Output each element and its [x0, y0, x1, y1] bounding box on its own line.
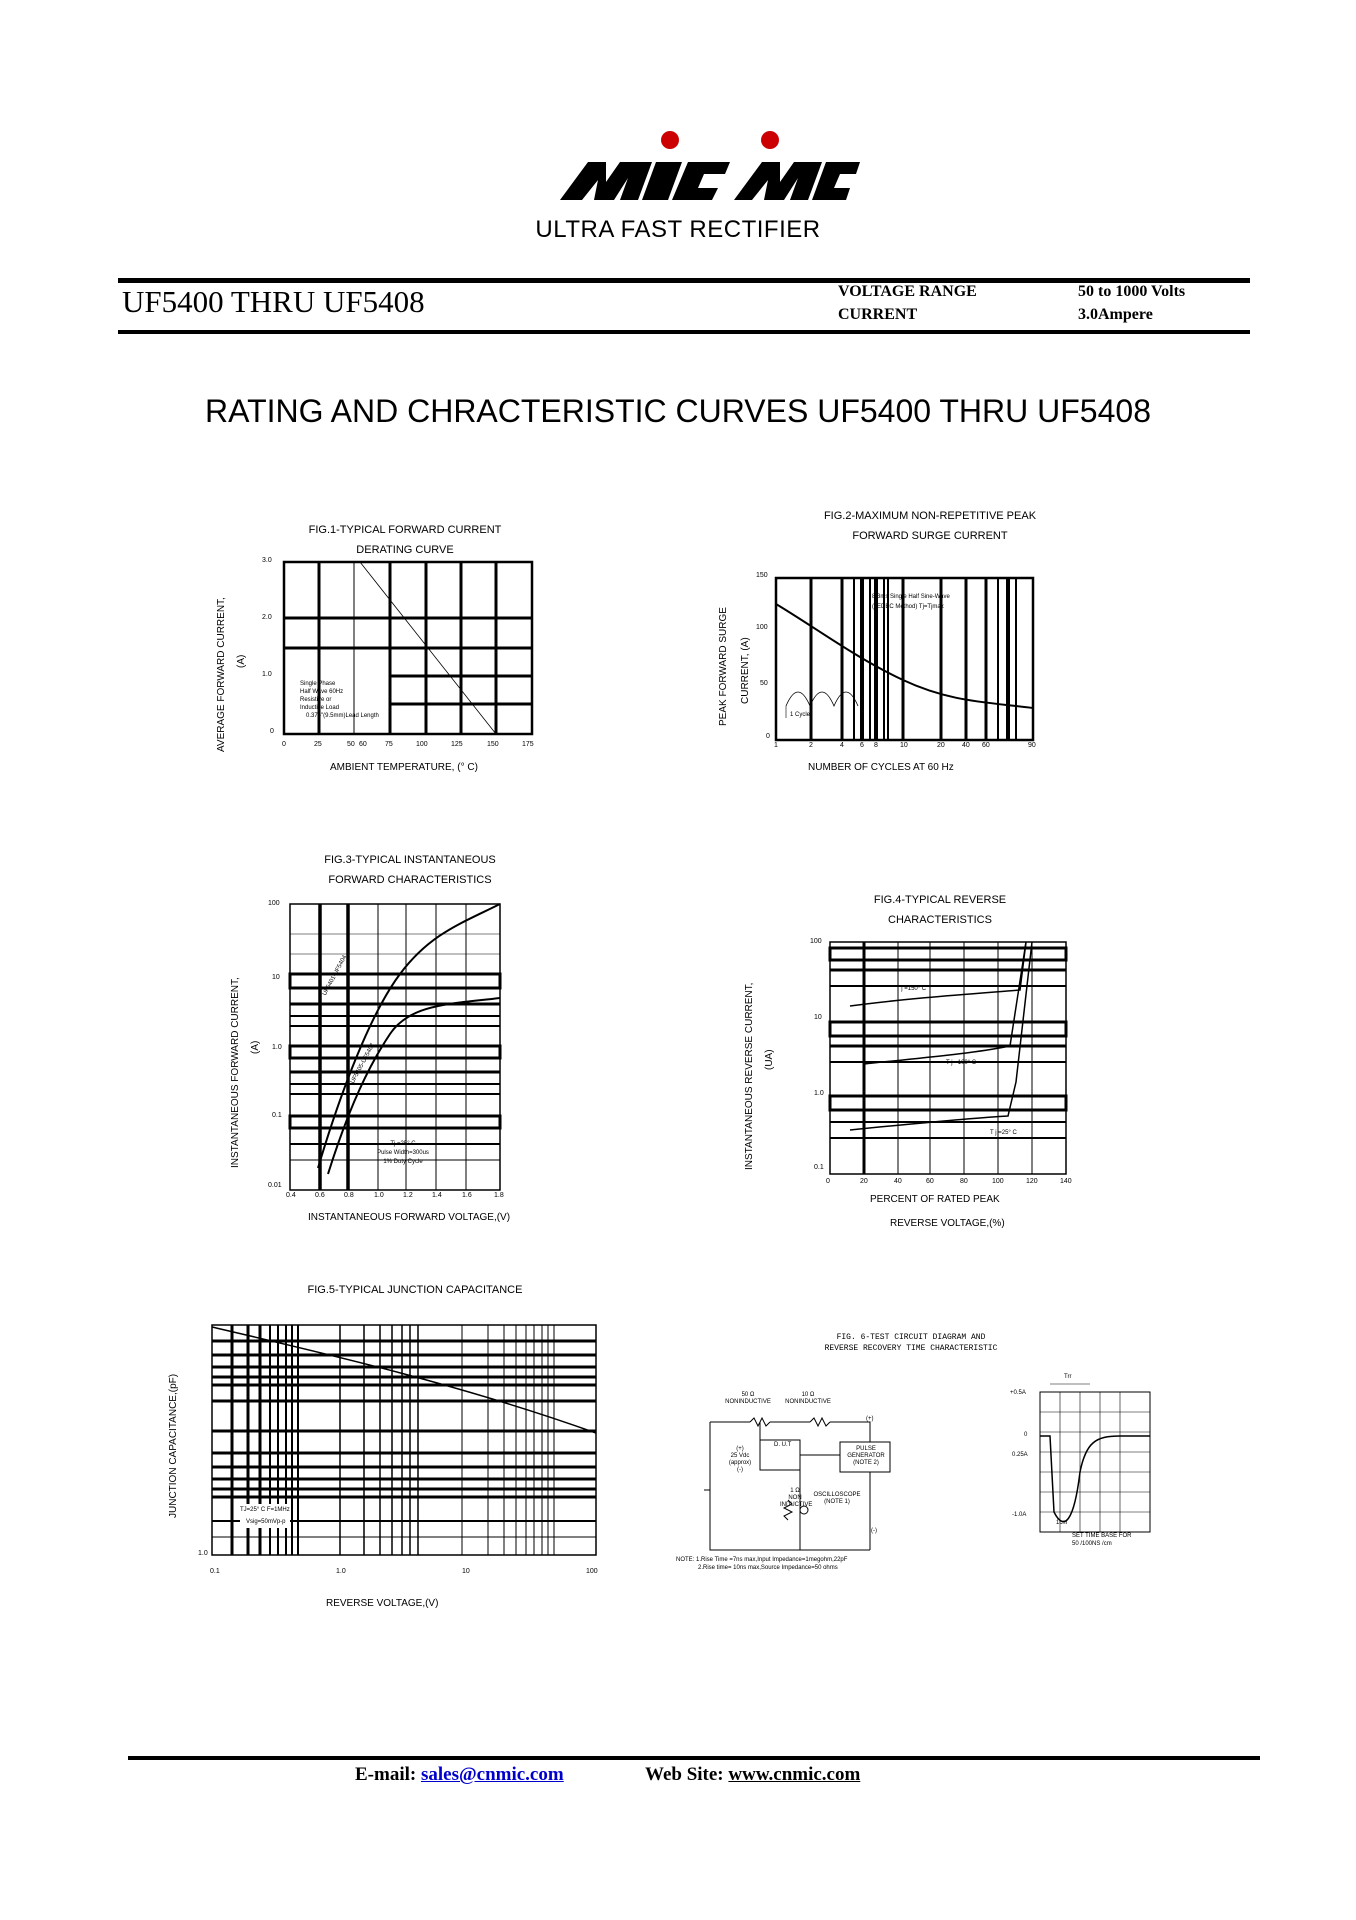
fig6-r3-label: 1 Ω NON INDUCTIVE [780, 1488, 813, 1508]
fig6-notes: NOTE: 1.Rise Time =7ns max,Input Impedance=1megohm,22pF 2.Rise time= 10ns max,Source Impedance=50 ohms [676, 1557, 848, 1571]
fig6-resistor-10 [810, 1418, 830, 1426]
fig4-xtick: 60 [926, 1178, 934, 1185]
fig3-xtick: 0.8 [344, 1192, 354, 1199]
fig5-xtick: 10 [462, 1568, 470, 1575]
company-logo [560, 128, 860, 206]
fig3-xtick: 1.2 [403, 1192, 413, 1199]
fig2-xtick: 40 [962, 742, 970, 749]
fig2-ytick: 100 [756, 624, 768, 631]
fig4-ylabel-1: INSTANTANEOUS REVERSE CURRENT, [744, 982, 755, 1170]
fig3-xtick: 1.4 [432, 1192, 442, 1199]
fig6-y1: +0.5A [1010, 1390, 1026, 1396]
fig4-t100-label: T j =100° C [946, 1060, 977, 1066]
fig2-ytick: 50 [760, 680, 768, 687]
fig5-xlabel: REVERSE VOLTAGE,(V) [326, 1598, 439, 1609]
footer-website [645, 1764, 860, 1786]
fig4-chart [830, 942, 1066, 1174]
fig6-title: FIG. 6-TEST CIRCUIT DIAGRAM AND REVERSE RECOVERY TIME CHARACTERISTIC [824, 1333, 998, 1353]
fig1-ylabel-1: AVERAGE FORWARD CURRENT, [216, 597, 227, 752]
fig5-xtick: 100 [586, 1568, 598, 1575]
fig1-xtick: 25 [314, 741, 322, 748]
fig4-xtick: 40 [894, 1178, 902, 1185]
fig1-note: Single Phase Half Wave 60Hz Resistive or Inductive Load 0.375"(9.5mm)Lead Length [300, 681, 379, 719]
fig4-curve-150c [850, 942, 1026, 1006]
fig5-note: TJ=25° C F=1MHz Vsig=50mVp-p [240, 1504, 290, 1528]
logo-dot-left [661, 131, 679, 149]
fig6-r1-label: 50 Ω NONINDUCTIVE [725, 1392, 771, 1405]
fig2-xtick: 8 [874, 742, 878, 749]
fig1-xtick: 0 [282, 741, 286, 748]
fig1-ytick: 1.0 [262, 671, 272, 678]
fig6-plus-right: (+) [866, 1416, 874, 1422]
email-label: E-mail: [355, 1764, 417, 1785]
fig1-xtick: 60 [359, 741, 367, 748]
fig4-xlabel-2: REVERSE VOLTAGE,(%) [890, 1218, 1005, 1229]
fig2-ytick: 0 [766, 733, 770, 740]
fig3-ytick: 0.01 [268, 1182, 282, 1189]
fig1-ytick: 0 [270, 728, 274, 735]
fig1-xtick: 50 [347, 741, 355, 748]
fig4-ytick: 0.1 [814, 1164, 824, 1171]
fig6-y4: -1.0A [1012, 1512, 1027, 1518]
fig2-sine-wave [786, 692, 858, 706]
fig2-cycle-label: 1 Cycle [790, 712, 811, 718]
fig5-xtick: 1.0 [336, 1568, 346, 1575]
fig3-ylabel-2: (A) [250, 1040, 261, 1054]
fig3-xtick: 1.0 [374, 1192, 384, 1199]
fig3-curve1-label: UF5401-UF5404 [322, 954, 349, 997]
fig1-title: FIG.1-TYPICAL FORWARD CURRENT DERATING CURVE [308, 524, 502, 556]
fig2-xtick: 1 [774, 742, 778, 749]
fig6-pulse-label: PULSE GENERATOR (NOTE 2) [847, 1446, 885, 1466]
fig6-r2-label: 10 Ω NONINDUCTIVE [785, 1392, 831, 1405]
fig4-xtick: 100 [992, 1178, 1004, 1185]
fig6-timebase: SET TIME BASE FOR 50 /100NS /cm [1072, 1533, 1132, 1547]
fig4-ytick: 1.0 [814, 1090, 824, 1097]
fig2-xtick: 4 [840, 742, 844, 749]
fig6-circuit [700, 1400, 900, 1550]
fig1-ytick: 3.0 [262, 557, 272, 564]
fig6-y3: 0.25A [1012, 1452, 1028, 1458]
fig2-xtick: 90 [1028, 742, 1036, 749]
fig4-ytick: 100 [810, 938, 822, 945]
fig4-xlabel-1: PERCENT OF RATED PEAK [870, 1194, 1000, 1205]
fig4-title: FIG.4-TYPICAL REVERSE CHARACTERISTICS [873, 894, 1007, 926]
website-label: Web Site: [645, 1764, 724, 1785]
footer-rule [128, 1756, 1260, 1760]
model-range: UF5400 THRU UF5408 [122, 284, 425, 319]
product-subtitle: ULTRA FAST RECTIFIER [535, 216, 821, 243]
fig6-oscilloscope-label: OSCILLOSCOPE (NOTE 1) [813, 1492, 861, 1505]
fig2-note: 8.3ms Single Half Sine-Wave (JEDEC Method) Tj=Tjmax [872, 594, 950, 610]
voltage-range-value: 50 to 1000 Volts [1078, 283, 1186, 300]
fig4-t25-label: T j =25° C [990, 1130, 1017, 1136]
fig6-dut-label: D. U.T [774, 1442, 792, 1448]
fig4-xtick: 80 [960, 1178, 968, 1185]
fig2-xtick: 6 [860, 742, 864, 749]
voltage-range-label: VOLTAGE RANGE [838, 283, 977, 300]
fig5-ytick: 1.0 [198, 1550, 208, 1557]
fig6-waveform [1040, 1392, 1150, 1532]
fig1-ylabel-2: (A) [236, 654, 247, 668]
fig6-y2: 0 [1024, 1432, 1028, 1438]
fig6-recovery-curve [1040, 1436, 1150, 1522]
fig6-trr-label: Trr [1064, 1374, 1072, 1380]
fig3-ytick: 0.1 [272, 1112, 282, 1119]
fig2-xtick: 20 [937, 742, 945, 749]
fig4-xtick: 20 [860, 1178, 868, 1185]
fig3-ytick: 1.0 [272, 1044, 282, 1051]
email-link[interactable]: sales@cnmic.com [420, 1764, 564, 1785]
fig1-xtick: 125 [451, 741, 463, 748]
fig5-title: FIG.5-TYPICAL JUNCTION CAPACITANCE [307, 1284, 523, 1296]
website-link[interactable]: www.cnmic.com [728, 1764, 861, 1785]
fig1-xtick: 150 [487, 741, 499, 748]
fig4-xtick: 0 [826, 1178, 830, 1185]
fig4-ylabel-2: (UA) [764, 1049, 775, 1070]
fig3-ylabel-1: INSTANTANEOUS FORWARD CURRENT, [230, 977, 241, 1168]
fig5-xtick: 0.1 [210, 1568, 220, 1575]
fig2-ylabel-2: CURRENT, (A) [740, 637, 751, 704]
header-rule-bottom [118, 330, 1250, 334]
fig3-xtick: 0.6 [315, 1192, 325, 1199]
current-value: 3.0Ampere [1078, 306, 1153, 323]
fig2-ylabel-1: PEAK FORWARD SURGE [718, 607, 729, 726]
fig4-xtick: 120 [1026, 1178, 1038, 1185]
fig2-xlabel: NUMBER OF CYCLES AT 60 Hz [808, 762, 954, 773]
fig6-minus-label: (-) [871, 1528, 877, 1534]
fig1-xtick: 175 [522, 741, 534, 748]
fig2-xtick: 60 [982, 742, 990, 749]
fig3-curve2-label: UF5405-UF5407 [350, 1042, 377, 1085]
fig3-xtick: 0.4 [286, 1192, 296, 1199]
footer-email [355, 1764, 564, 1786]
fig2-xtick: 10 [900, 742, 908, 749]
fig3-ytick: 10 [272, 974, 280, 981]
fig3-note: Tj =25° C Pulse Width=300us 1% Duty Cycle [377, 1141, 429, 1165]
fig3-xtick: 1.6 [462, 1192, 472, 1199]
fig1-xtick: 100 [416, 741, 428, 748]
fig4-xtick: 140 [1060, 1178, 1072, 1185]
fig3-ytick: 100 [268, 900, 280, 907]
fig4-ytick: 10 [814, 1014, 822, 1021]
fig1-xtick: 75 [385, 741, 393, 748]
logo-dot-right [761, 131, 779, 149]
fig3-title: FIG.3-TYPICAL INSTANTANEOUS FORWARD CHARACTERISTICS [324, 854, 496, 886]
fig1-xlabel: AMBIENT TEMPERATURE, (° C) [330, 762, 478, 773]
fig2-ytick: 150 [756, 572, 768, 579]
fig4-t150-label: T j =150° C [896, 986, 927, 992]
page-title: RATING AND CHRACTERISTIC CURVES UF5400 THRU UF5408 [205, 393, 1151, 429]
fig5-ylabel: JUNCTION CAPACITANCE,(pF) [168, 1373, 179, 1518]
fig6-source-label: (+) 25 Vdc (approx) (-) [728, 1446, 752, 1473]
fig3-xlabel: INSTANTANEOUS FORWARD VOLTAGE,(V) [308, 1212, 511, 1223]
current-label: CURRENT [838, 306, 918, 323]
fig2-title: FIG.2-MAXIMUM NON-REPETITIVE PEAK FORWARD SURGE CURRENT [823, 510, 1037, 542]
fig1-ytick: 2.0 [262, 614, 272, 621]
fig3-xtick: 1.8 [494, 1192, 504, 1199]
fig2-xtick: 2 [809, 742, 813, 749]
fig6-cm-label: 1cm [1056, 1520, 1068, 1526]
